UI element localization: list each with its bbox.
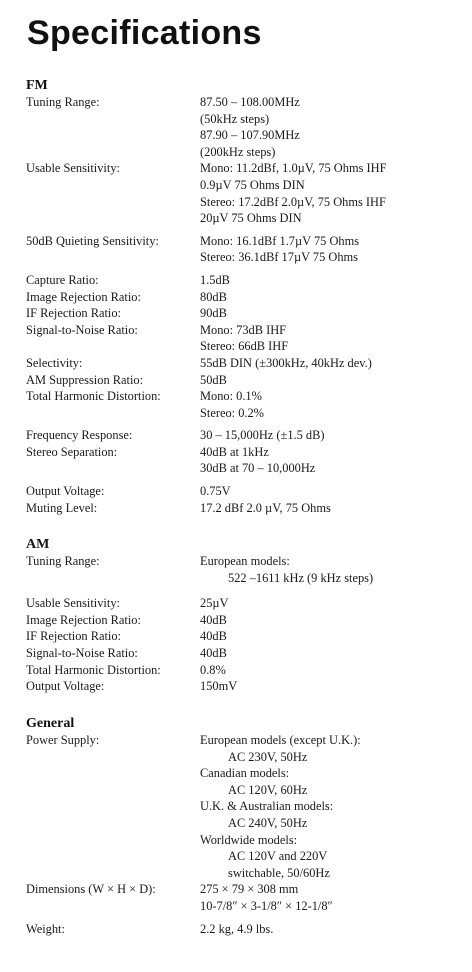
spec-value: AC 230V, 50Hz — [228, 749, 308, 764]
spec-label: Stereo Separation: — [26, 444, 118, 459]
spec-row-tuning-range — [26, 94, 466, 160]
spec-label: IF Rejection Ratio: — [26, 306, 121, 321]
spec-label: Selectivity: — [26, 355, 83, 370]
spec-value: Stereo: 0.2% — [200, 405, 265, 420]
spec-value: 1.5dB — [200, 272, 230, 287]
spec-label: Signal-to-Noise Ratio: — [26, 645, 138, 660]
spec-value: 150mV — [200, 679, 238, 694]
spec-row-usable-sensitivity — [26, 160, 466, 226]
spec-value: 0.9µV 75 Ohms DIN — [200, 177, 305, 192]
spec-row-power-supply — [26, 732, 466, 881]
spec-row-frequency-response — [26, 427, 466, 444]
spec-value: 522 –1611 kHz (9 kHz steps) — [228, 570, 374, 585]
spec-value: 25µV — [200, 596, 229, 611]
spec-label: IF Rejection Ratio: — [26, 629, 121, 644]
spec-row-weight — [26, 921, 466, 938]
spec-row-am-suppression-ratio — [26, 372, 466, 389]
spec-label: AM Suppression Ratio: — [26, 372, 144, 387]
spec-label: Power Supply: — [26, 733, 100, 747]
spec-row-total-harmonic-distortion — [26, 662, 466, 679]
spec-label: Muting Level: — [26, 500, 98, 515]
spec-row-if-rejection-ratio — [26, 305, 466, 322]
spec-value: 20µV 75 Ohms DIN — [200, 211, 302, 226]
spec-label: Tuning Range: — [26, 95, 100, 109]
spec-label: 50dB Quieting Sensitivity: — [26, 233, 159, 248]
spec-value: Mono: 16.1dBf 1.7µV 75 Ohms — [200, 233, 360, 248]
fm-heading: FM — [26, 78, 48, 93]
spec-row-image-rejection-ratio — [26, 289, 466, 306]
spec-value: Stereo: 66dB IHF — [200, 339, 289, 354]
spec-label: Total Harmonic Distortion: — [26, 389, 161, 404]
am-spec-list — [26, 553, 466, 695]
spec-row-output-voltage — [26, 678, 466, 695]
spec-value: 55dB DIN (±300kHz, 40kHz dev.) — [200, 355, 372, 370]
general-spec-list — [26, 732, 466, 937]
spec-row-dimensions — [26, 881, 466, 914]
spec-value: AC 120V and 220V — [228, 849, 328, 864]
spec-row-capture-ratio — [26, 272, 466, 289]
spec-row-selectivity — [26, 355, 466, 372]
spec-value: 40dB — [200, 645, 227, 660]
spec-value: Worldwide models: — [200, 832, 298, 847]
spec-value: 0.8% — [200, 662, 226, 677]
fm-section — [26, 78, 466, 516]
spec-row-image-rejection-ratio — [26, 612, 466, 629]
spec-row-signal-to-noise-ratio — [26, 645, 466, 662]
spec-label: Frequency Response: — [26, 428, 133, 443]
spec-value: Stereo: 17.2dBf 2.0µV, 75 Ohms IHF — [200, 194, 386, 209]
spec-label: Usable Sensitivity: — [26, 161, 120, 176]
spec-value: 87.90 – 107.90MHz — [200, 128, 300, 143]
spec-label: Total Harmonic Distortion: — [26, 662, 161, 677]
am-heading: AM — [26, 537, 50, 552]
spec-label: Image Rejection Ratio: — [26, 612, 141, 627]
spec-value: 17.2 dBf 2.0 µV, 75 Ohms — [200, 500, 331, 515]
spec-value: 30dB at 70 – 10,000Hz — [200, 461, 316, 476]
spec-value: switchable, 50/60Hz — [228, 865, 330, 880]
spec-value: Mono: 73dB IHF — [200, 322, 287, 337]
general-section — [26, 716, 466, 937]
spec-value: 2.2 kg, 4.9 lbs. — [200, 921, 274, 936]
spec-row-50db-quieting-sensitivity — [26, 233, 466, 266]
spec-value: Stereo: 36.1dBf 17µV 75 Ohms — [200, 250, 359, 265]
spec-value: 90dB — [200, 306, 227, 321]
spec-label: Capture Ratio: — [26, 272, 99, 287]
spec-row-if-rejection-ratio — [26, 628, 466, 645]
spec-value: AC 240V, 50Hz — [228, 815, 308, 830]
spec-label: Output Voltage: — [26, 679, 105, 694]
spec-row-signal-to-noise-ratio — [26, 322, 466, 355]
spec-label: Signal-to-Noise Ratio: — [26, 322, 138, 337]
spec-value: 40dB — [200, 629, 227, 644]
spec-label: Dimensions (W × H × D): — [26, 882, 156, 897]
spec-value: (200kHz steps) — [200, 144, 276, 159]
spec-label: Tuning Range: — [26, 554, 100, 568]
am-section — [26, 537, 466, 695]
spec-value: 10-7/8″ × 3-1/8″ × 12-1/8″ — [200, 898, 333, 913]
spec-value: 40dB at 1kHz — [200, 444, 269, 459]
spec-row-total-harmonic-distortion — [26, 388, 466, 421]
spec-label: Weight: — [26, 921, 65, 936]
spec-label: Output Voltage: — [26, 484, 105, 499]
spec-value: Mono: 0.1% — [200, 389, 262, 404]
spec-value: European models: — [200, 554, 290, 568]
fm-spec-list — [26, 94, 466, 516]
spec-value: European models (except U.K.): — [200, 733, 361, 747]
spec-row-am-tuning-range — [26, 553, 466, 586]
spec-value: 50dB — [200, 372, 227, 387]
spec-row-muting-level — [26, 500, 466, 517]
spec-value: (50kHz steps) — [200, 111, 270, 126]
spec-label: Usable Sensitivity: — [26, 596, 120, 611]
spec-value: 0.75V — [200, 484, 231, 499]
spec-value: 87.50 – 108.00MHz — [200, 95, 300, 109]
page-title: Specifications — [27, 14, 262, 52]
spec-label: Image Rejection Ratio: — [26, 289, 141, 304]
general-heading: General — [26, 716, 75, 731]
spec-value: U.K. & Australian models: — [200, 799, 334, 814]
spec-value: 30 – 15,000Hz (±1.5 dB) — [200, 428, 325, 443]
spec-row-stereo-separation — [26, 444, 466, 477]
spec-value: Canadian models: — [200, 766, 290, 781]
spec-row-output-voltage — [26, 483, 466, 500]
spec-value: 275 × 79 × 308 mm — [200, 882, 299, 897]
spec-value: Mono: 11.2dBf, 1.0µV, 75 Ohms IHF — [200, 161, 387, 176]
spec-value: 80dB — [200, 289, 227, 304]
spec-value: AC 120V, 60Hz — [228, 782, 308, 797]
spec-value: 40dB — [200, 612, 227, 627]
spec-row-usable-sensitivity — [26, 595, 466, 612]
